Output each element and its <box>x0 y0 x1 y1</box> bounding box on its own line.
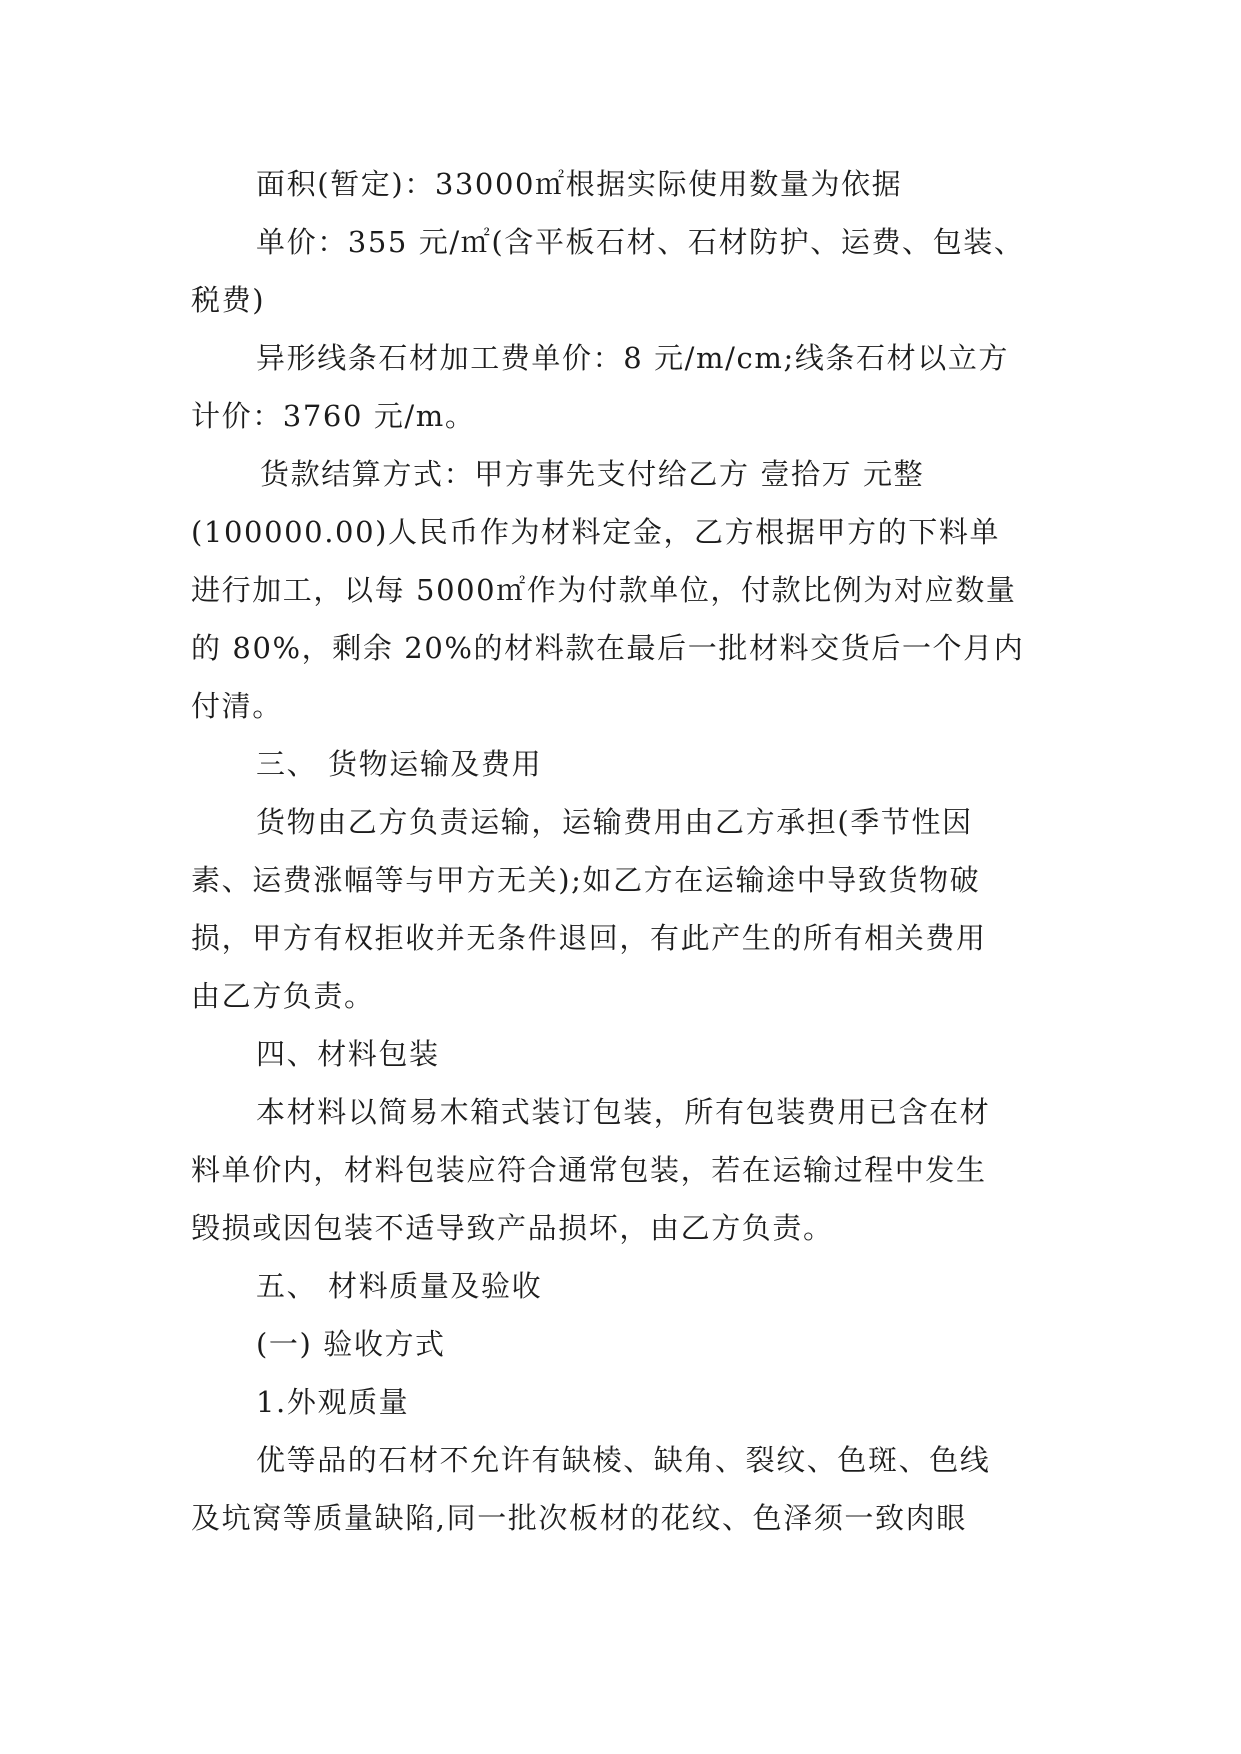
section-heading-quality: 五、 材料质量及验收 <box>256 1269 543 1303</box>
text-line-area: 面积(暂定)：33000㎡根据实际使用数量为依据 <box>256 167 903 201</box>
text-line-payment-5: 付清。 <box>191 689 283 723</box>
text-line-unit-price-cont: 税费) <box>191 283 266 317</box>
text-line-packaging: 本材料以简易木箱式装订包装，所有包装费用已含在材 <box>256 1095 991 1129</box>
subheading-acceptance: (一) 验收方式 <box>256 1327 446 1361</box>
text-line-quality: 优等品的石材不允许有缺棱、缺角、裂纹、色斑、色线 <box>256 1443 991 1477</box>
text-line-payment-4: 的 80%，剩余 20%的材料款在最后一批材料交货后一个月内 <box>191 631 1025 665</box>
text-line-unit-price: 单价：355 元/㎡(含平板石材、石材防护、运费、包装、 <box>256 225 1025 259</box>
text-line-transport: 货物由乙方负责运输，运输费用由乙方承担(季节性因 <box>256 805 973 839</box>
text-line-payment-2: (100000.00)人民币作为材料定金，乙方根据甲方的下料单 <box>191 515 1001 549</box>
section-heading-packaging: 四、材料包装 <box>256 1037 440 1071</box>
text-line-packaging-2: 料单价内，材料包装应符合通常包装，若在运输过程中发生 <box>191 1153 987 1187</box>
section-heading-transport: 三、 货物运输及费用 <box>256 747 543 781</box>
text-line-profile-price-cont: 计价：3760 元/m。 <box>191 399 476 433</box>
text-line-transport-2: 素、运费涨幅等与甲方无关);如乙方在运输途中导致货物破 <box>191 863 981 897</box>
text-line-payment: 货款结算方式：甲方事先支付给乙方 壹拾万 元整 <box>260 457 925 491</box>
subheading-appearance: 1.外观质量 <box>256 1385 410 1419</box>
text-line-transport-4: 由乙方负责。 <box>191 979 375 1013</box>
text-line-payment-3: 进行加工，以每 5000㎡作为付款单位，付款比例为对应数量 <box>191 573 1017 607</box>
text-line-quality-2: 及坑窝等质量缺陷,同一批次板材的花纹、色泽须一致肉眼 <box>191 1501 967 1535</box>
text-line-transport-3: 损，甲方有权拒收并无条件退回，有此产生的所有相关费用 <box>191 921 987 955</box>
text-line-packaging-3: 毁损或因包装不适导致产品损坏，由乙方负责。 <box>191 1211 834 1245</box>
text-line-profile-price: 异形线条石材加工费单价：8 元/m/cm;线条石材以立方 <box>256 341 1010 375</box>
